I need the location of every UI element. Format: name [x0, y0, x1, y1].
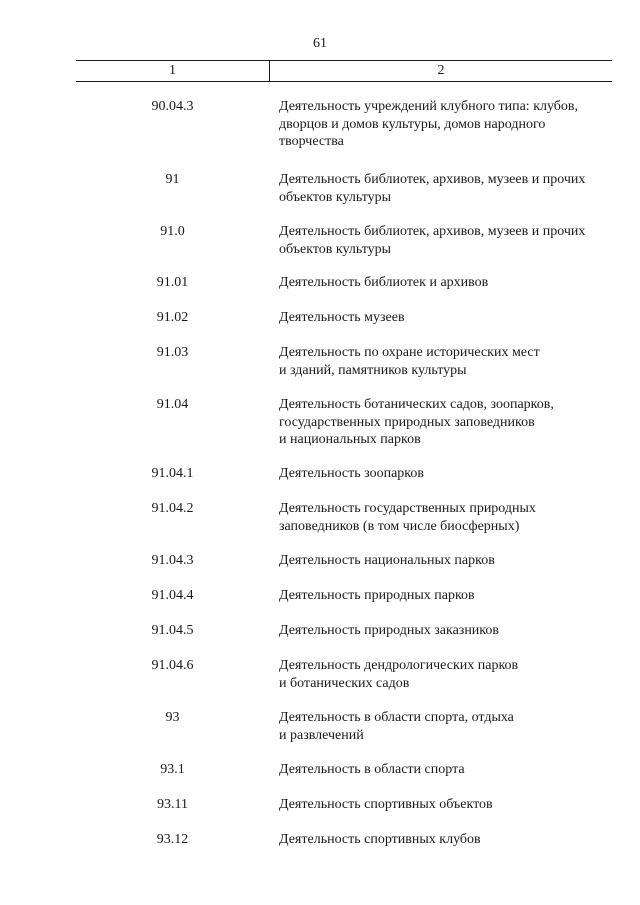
row-description: Деятельность дендрологических парков и ботанических садов — [279, 658, 519, 691]
row-description: Деятельность зоопарков — [279, 466, 424, 481]
row-code: 91.0 — [160, 224, 185, 239]
table-row — [76, 500, 612, 552]
row-code: 93.1 — [160, 762, 185, 777]
table-row — [76, 831, 612, 866]
row-code: 91.04 — [156, 397, 189, 412]
row-description: Деятельность спортивных объектов — [279, 797, 493, 812]
row-code: 91.04.6 — [151, 658, 194, 673]
row-description: Деятельность по охране исторических мест и зданий, памятников культуры — [279, 345, 540, 378]
row-code: 90.04.3 — [151, 99, 194, 114]
row-code: 91.02 — [156, 310, 189, 325]
row-description: Деятельность спортивных клубов — [279, 832, 481, 847]
row-description: Деятельность в области спорта — [279, 762, 465, 777]
row-code: 91.01 — [156, 275, 189, 290]
row-description: Деятельность библиотек, архивов, музеев и прочих объектов культуры — [279, 224, 586, 257]
row-code: 91.04.2 — [151, 501, 194, 516]
row-description: Деятельность национальных парков — [279, 553, 495, 568]
row-code: 93.11 — [157, 797, 188, 812]
row-description: Деятельность государственных природных заповедников (в том числе биосферных) — [279, 501, 536, 534]
row-description: Деятельность музеев — [279, 310, 405, 325]
table-header — [76, 60, 612, 82]
table-row — [76, 344, 612, 396]
table-row — [76, 587, 612, 622]
row-code: 93.12 — [156, 832, 189, 847]
row-code: 93 — [165, 710, 180, 725]
row-description: Деятельность библиотек и архивов — [279, 275, 489, 290]
table-row — [76, 171, 612, 223]
table-row — [76, 552, 612, 587]
table-row — [76, 657, 612, 709]
table-row — [76, 796, 612, 831]
row-description: Деятельность ботанических садов, зоопарков, государственных природных заповедников и национальных парков — [279, 397, 554, 447]
table-row — [76, 274, 612, 309]
column-header-code: 1 — [76, 61, 270, 81]
table-row — [76, 309, 612, 344]
table-row — [76, 223, 612, 274]
row-code: 91.04.1 — [151, 466, 194, 481]
table-row — [76, 622, 612, 657]
table-row — [76, 761, 612, 796]
table-row — [76, 98, 612, 171]
row-code: 91.04.4 — [151, 588, 194, 603]
row-code: 91 — [165, 172, 180, 187]
column-header-description: 2 — [437, 63, 445, 78]
row-description: Деятельность библиотек, архивов, музеев и прочих объектов культуры — [279, 172, 586, 205]
row-code: 91.03 — [156, 345, 189, 360]
row-description: Деятельность природных заказников — [279, 623, 500, 638]
row-description: Деятельность в области спорта, отдыха и развлечений — [279, 710, 514, 743]
row-code: 91.04.5 — [151, 623, 194, 638]
table-row — [76, 396, 612, 465]
table-row — [76, 465, 612, 500]
page-number: 61 — [313, 36, 327, 51]
classification-table — [76, 98, 612, 866]
row-code: 91.04.3 — [151, 553, 194, 568]
row-description: Деятельность учреждений клубного типа: клубов, дворцов и домов культуры, домов народного творчества — [279, 99, 579, 149]
table-row — [76, 709, 612, 761]
row-description: Деятельность природных парков — [279, 588, 475, 603]
